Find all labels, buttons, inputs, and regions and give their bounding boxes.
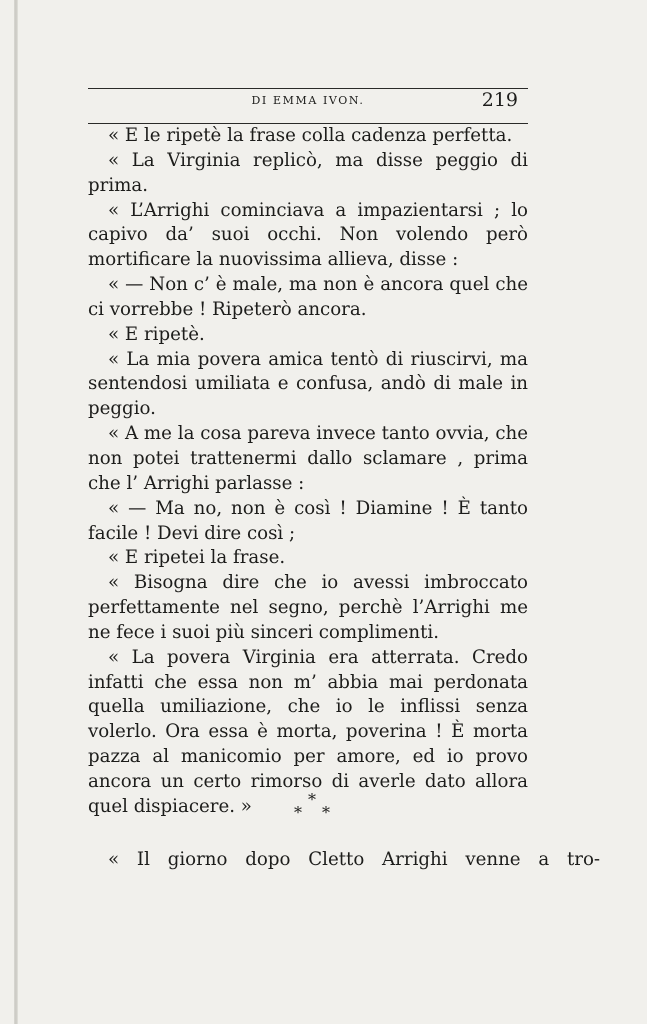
paragraph: « E le ripetè la frase colla cadenza perfetta. — [108, 125, 513, 146]
paragraph: « La Virginia replicò, ma disse peggio di prima. — [88, 149, 528, 196]
paragraph: « A me la cosa pareva invece tanto ovvia, che non potei trattenermi dallo sclamare , prima che l’ Arrighi parlasse : — [88, 423, 528, 494]
asterism-star: * — [308, 790, 316, 809]
paragraph: « Bisogna dire che io avessi imbroccato perfettamente nel segno, perchè l’Arrighi me ne fece i suoi più sinceri complimenti. — [88, 572, 528, 643]
paragraph-continuation: « Il giorno dopo Cletto Arrighi venne a tro- — [108, 849, 601, 870]
page-number: 219 — [481, 89, 518, 111]
asterism-star: * — [322, 803, 330, 822]
paragraph: « E ripetè. — [108, 323, 205, 345]
paragraph: « La mia povera amica tentò di riuscirvi, ma sentendosi umiliata e confusa, andò di male in peggio. — [88, 348, 528, 420]
page-header — [88, 89, 528, 116]
paragraph: « — Ma no, non è così ! Diamine ! È tanto facile ! Devi dire così ; — [88, 497, 528, 544]
paragraph: « L’Arrighi cominciava a impazientarsi ; lo capivo da’ suoi occhi. Non volendo però mortificare la nuovissima allieva, disse : — [88, 199, 528, 271]
paragraph: « — Non c’ è male, ma non è ancora quel che ci vorrebbe ! Ripeterò ancora. — [88, 274, 528, 320]
header-rule-top — [88, 88, 528, 89]
section-break-asterism — [288, 790, 340, 822]
asterism-star: * — [294, 803, 302, 822]
paragraph: « E ripetei la frase. — [108, 547, 286, 569]
page-spine-edge — [14, 0, 18, 1024]
paragraph: « La povera Virginia era atterrata. Credo infatti che essa non m’ abbia mai perdonata quella umiliazione, che io le inflissi senza volerlo. Ora essa è morta, poverina ! È morta pazza al manicomio per amore, ed io provo ancora un certo rimorso di averle dato allora quel dispiacere. » — [88, 646, 528, 817]
running-head: DI EMMA IVON. — [251, 94, 365, 107]
body-text — [88, 124, 528, 820]
